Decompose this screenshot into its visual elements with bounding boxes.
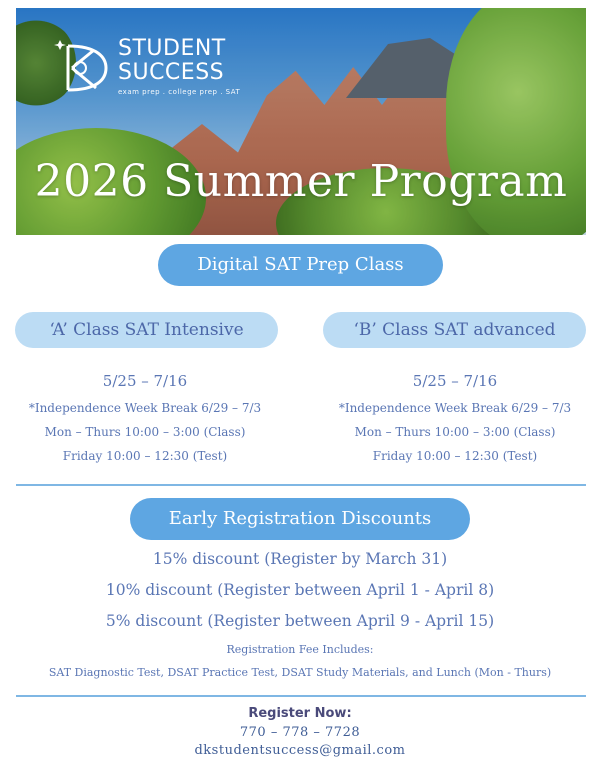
class-b-break: *Independence Week Break 6/29 – 7/3 (338, 401, 572, 415)
class-b-friday: Friday 10:00 – 12:30 (Test) (372, 449, 538, 463)
register-section (0, 706, 600, 758)
fee-label: Registration Fee Includes: (226, 643, 374, 656)
logo-tagline: exam prep . college prep . SAT (118, 88, 241, 96)
register-title: Register Now: (248, 706, 352, 721)
program-title-pill: Digital SAT Prep Class (158, 244, 443, 286)
class-b-pill: ‘B’ Class SAT advanced (323, 312, 586, 348)
class-a-break: *Independence Week Break 6/29 – 7/3 (28, 401, 262, 415)
logo-mark-icon (54, 36, 110, 98)
class-a-dates: 5/25 – 7/16 (102, 372, 188, 390)
email-address: dkstudentsuccess@gmail.com (194, 743, 406, 758)
discount-item: 5% discount (Register between April 9 - April 15) (105, 612, 495, 630)
class-a-weekday: Mon – Thurs 10:00 – 3:00 (Class) (44, 425, 246, 439)
logo-line-1: STUDENT (118, 36, 226, 61)
phone-number: 770 – 778 – 7728 (239, 725, 361, 740)
logo-line-2: SUCCESS (118, 60, 225, 85)
discount-item: 15% discount (Register by March 31) (152, 550, 448, 568)
discounts-title-pill: Early Registration Discounts (130, 498, 470, 540)
discount-item: 10% discount (Register between April 1 - April 8) (105, 581, 495, 599)
hero-banner (16, 8, 586, 235)
section-divider (16, 484, 586, 486)
logo-text (118, 37, 240, 97)
hero-title: 2026 Summer Program (34, 156, 568, 207)
logo (54, 36, 240, 98)
class-a-details (0, 370, 290, 468)
class-b-weekday: Mon – Thurs 10:00 – 3:00 (Class) (354, 425, 556, 439)
section-divider (16, 695, 586, 697)
class-a-pill: ‘A’ Class SAT Intensive (15, 312, 278, 348)
fee-items: SAT Diagnostic Test, DSAT Practice Test, DSAT Study Materials, and Lunch (Mon - Thurs) (48, 666, 552, 679)
class-b-details (310, 370, 600, 468)
class-a-friday: Friday 10:00 – 12:30 (Test) (62, 449, 228, 463)
class-b-dates: 5/25 – 7/16 (412, 372, 498, 390)
